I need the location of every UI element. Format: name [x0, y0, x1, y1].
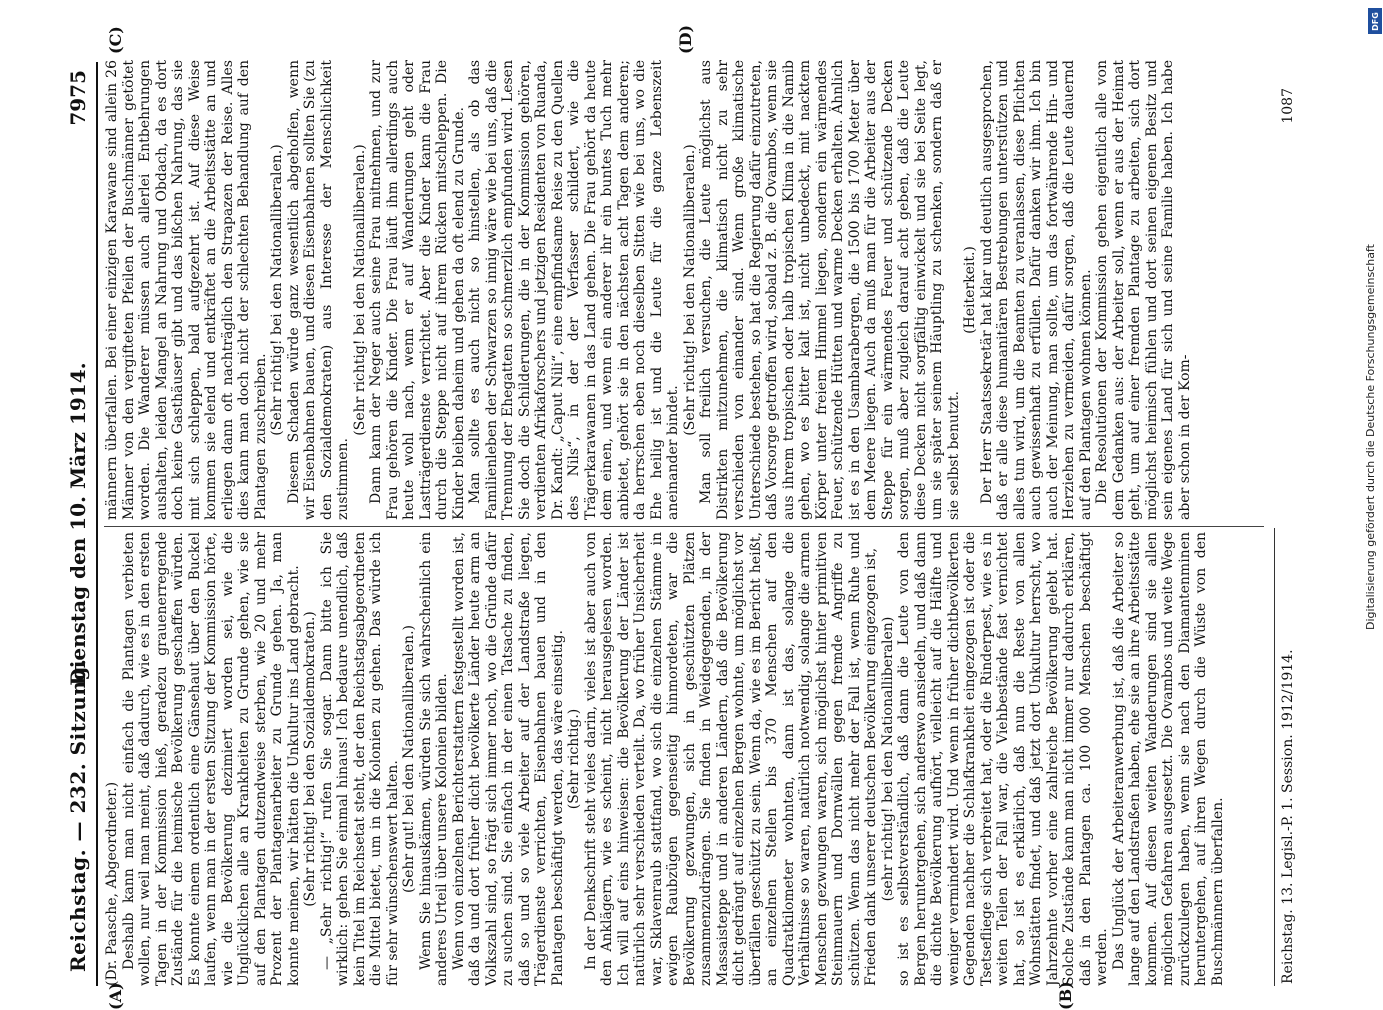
interjection: (Sehr richtig! bei den Nationalliberalen.)	[269, 144, 285, 436]
left-text-column	[104, 532, 1264, 986]
paragraph: Der Herr Staatssekretär hat klar und deutlich ausgesprochen, daß er alle diese humanitären Bestrebungen unterstützen und alles tun wird, um die Beamten zu veranlassen, diese Pflichten auch gewissenhaft zu erfüllen. Dafür danken wir ihm. Ich bin auch der Meinung, man sollte, um das fortwährende Hin- und Herziehen zu vermeiden, dafür sorgen, daß die Leute dauernd auf den Plantagen wohnen können.	[978, 60, 1094, 520]
header-date: Dienstag den 10. März 1914.	[66, 362, 90, 686]
digitization-note: Digitalisierung gefördert durch die Deutsche Forschungsgemeinschaft	[1364, 244, 1377, 630]
header-rule	[96, 62, 98, 986]
dfg-logo-text: DFG	[1370, 11, 1380, 31]
paragraph: Das Unglück der Arbeiteranwerbung ist, daß die Arbeiter so lange auf den Landstraßen haben, ehe sie an ihre Arbeitsstätte kommen. Auf diesen weiten Wanderungen sind sie allen möglichen Gefahren ausgesetzt. Die Ovambos und weite Wege zurückzulegen haben, wenn sie nach den Diamantenminen heruntergehen, auf ihren Wegen durch die Wüste von den Buschmännern überfallen.	[1110, 532, 1226, 986]
header-left: Reichstag. — 232. Sitzung.	[66, 658, 90, 972]
margin-marker-b: (B)	[1056, 981, 1075, 1010]
page-number: 7975	[66, 70, 90, 126]
paragraph: Man soll freilich versuchen, die Leute möglichst aus Distrikten mitzunehmen, die klimatisch nicht zu sehr verschieden von einander sind. Wenn große klimatische Unterschiede bestehen, so hat die Regierung dafür einzutreten, daß Vorsorge getroffen wird, sobald z. B. die Ovambos, wenn sie aus ihrem tropischen oder halb tropischen Klima in die Namib gehen, wo es bitter kalt ist, nicht unbedeckt, mit nacktem Körper unter freiem Himmel liegen, sondern ein wärmendes Feuer, schützende Hütten und warme Decken erhalten. Ähnlich ist es in den Usambarabergen, die 1500 bis 1700 Meter über dem Meere liegen. Auch da muß man für die Arbeiter aus der Steppe für ein wärmendes Feuer und schützende Decken sorgen, muß aber zugleich darauf acht geben, daß die Leute diese Decken nicht sorgfältig einwickelt und sie bei Seite legt, um sie später seinem Häuptling zu schenken, sondern daß er sie selbst benutzt.	[698, 60, 962, 520]
interjection: (Sehr richtig! bei den Nationalliberalen.)	[351, 144, 368, 436]
footer-sheet-number: 1087	[1280, 88, 1296, 124]
paragraph: Diesem Schaden würde ganz wesentlich abgeholfen, wenn wir Eisenbahnen bauen, und diesen Eisenbahnen sollten Sie (zu den Sozialdemokraten) aus Interesse der Menschlichkeit zustimmen.	[285, 60, 351, 520]
margin-marker-d: (D)	[676, 24, 695, 54]
margin-marker-a: (A)	[106, 982, 125, 1010]
page-header	[56, 48, 96, 1000]
footer-session-info: Reichstag. 13. Legisl.-P. 1. Session. 1912/1914.	[1280, 649, 1296, 984]
footer-rule	[1274, 528, 1275, 986]
right-text-column	[104, 60, 1264, 520]
paragraph: Die Resolutionen der Kommission gehen eigentlich alle von dem Gedanken aus: der Arbeiter soll, wenn er aus der Heimat geht, um auf einer fremden Plantage zu arbeiten, sich dort möglichst heimisch fühlen und dort seinen eigenen Besitz und sein eigenes Land für sich und seine Familie haben. Ich habe aber schon in der Kom-	[1094, 60, 1193, 520]
paragraph: männern überfallen. Bei einer einzigen Karawane sind allein 26 Männer von den vergifteten Pfeilen der Buschmänner getötet worden. Die Wanderer müssen auch allerlei Entbehrungen aushalten, leiden Mangel an Nahrung und Obdach, da es dort doch keine Gasthäuser gibt und das bißchen Nahrung, das sie mit sich schleppen, bald aufgezehrt ist. Auf diese Weise kommen sie elend und entkräftet an die Arbeitsstätte an und erliegen dann oft nachträglich den Strapazen der Reise. Alles dies kann man doch nicht der schlechten Behandlung auf den Plantagen zuschreiben.	[104, 60, 269, 520]
newspaper-page	[56, 24, 1356, 1010]
interjection: (sehr richtig! bei den Nationalliberalen)	[879, 616, 896, 902]
interjection: (Sehr richtig! bei den Nationalliberalen.)	[681, 144, 698, 436]
dfg-logo	[1368, 8, 1382, 34]
paragraph: — „Sehr richtig!“ rufen Sie sogar. Dann bitte ich Sie wirklich: gehen Sie einmal hinaus! Ich bedaure unendlich, daß kein Titel im Reichsetat steht, der den Reichstagsabgeordneten die Mittel bietet, um in die Kolonien zu gehen. Das würde ich für sehr wünschenswert halten.	[318, 532, 401, 986]
margin-marker-c: (C)	[106, 26, 125, 54]
interjection: (Sehr richtig.)	[566, 708, 582, 810]
paragraph: Wenn Sie hinauskämen, würden Sie sich wahrscheinlich ein anderes Urteil über unsere Kolonien bilden.	[417, 532, 450, 986]
paragraph: Dann kann der Neger auch seine Frau mitnehmen, und zur Frau gehören die Kinder. Die Frau läuft ihm allerdings auch heute wohl nach, wenn er auf Wanderungen geht oder Lastträgerdienste verrichtet. Aber die Kinder kann die Frau durch die Steppe nicht auf ihrem Rücken mitschleppen. Die Kinder bleiben daheim und gehen da oft elend zu Grunde.	[368, 60, 467, 520]
interjection: (Sehr gut! bei den Nationalliberalen.)	[401, 625, 417, 893]
paragraph: (Dr. Paasche, Abgeordneter.)	[104, 781, 120, 986]
paragraph: Wenn von einzelnen Berichterstattern festgestellt worden ist, daß da und dort früher dicht bevölkerte Länder heute arm an Volkszahl sind, so frägt sich immer noch, wo die Gründe dafür zu suchen sind. Sie einfach in der einen Tatsache zu finden, daß so und so viele Arbeiter auf der Landstraße liegen, Trägerdienste verrichten, Eisenbahnen bauen und in den Plantagen beschäftigt werden, das wäre einseitig.	[450, 532, 566, 986]
interjection: (Sehr richtig! bei den Sozialdemokraten.)	[302, 611, 318, 907]
paragraph: Deshalb kann man nicht einfach die Plantagen verbieten wollen, nur weil man meint, daß dadurch, wie es in den ersten Tagen in der Kommission hieß, geradezu grauenerregende Zustände für die heimische Bevölkerung geschaffen würden. Es konnte einem ordentlich eine Gänsehaut über den Buckel laufen, wenn man in der ersten Sitzung der Kommission hörte, wie die Bevölkerung dezimiert worden sei, wie die Unglücklichen alle an Krankheiten zu Grunde gehen, wie sie auf den Plantagen dutzendweise sterben, wie 20 und mehr Prozent der Plantagenarbeiter zu Grunde gehen. Ja, man konnte meinen, wir hätten die Unkultur ins Land gebracht.	[120, 532, 302, 986]
paragraph: so ist es selbstverständlich, daß dann die Leute von den Bergen heruntergehen, sich anderswo ansiedeln, und daß dann die dichte Bevölkerung aufhört, vielleicht auf die Hälfte und weniger vermindert wird. Und wenn in früher dichtbevölkerten Gegenden nachher die Schlafkrankheit eingezogen ist oder die Tsetsefliege sich verbreitet hat, oder die Rinderpest, wie es in weiten Teilen der Fall war, die Viehbestände fast vernichtet hat, so ist es erklärlich, daß nun die Reste von allen Wohnstätten findet, und daß jetzt dort Unkultur herrscht, wo Jahrzehnte vorher eine zahlreiche Bevölkerung gelebt hat. Solche Zustände kann man nicht immer nur dadurch erklären, daß in den Plantagen ca. 100 000 Menschen beschäftigt werden.	[896, 532, 1110, 986]
column-divider	[104, 526, 1264, 527]
interjection: (Heiterkeit.)	[962, 246, 978, 334]
paragraph: Man sollte es auch nicht so hinstellen, als ob das Familienleben der Schwarzen so innig wäre wie bei uns, daß die Trennung der Ehegatten so schmerzlich empfunden wird. Lesen Sie doch die Schilderungen, die in der Kommission gehören, verdienten Afrikaforschers und jetzigen Residenten von Ruanda, Dr. Kandt: „Caput Nili“, eine empfindsame Reise zu den Quellen des Nils“, in der der Verfasser schildert, wie die Trägerkarawanen in das Land gehen. Die Frau gehört da heute dem einen, und wenn ein anderer ihr ein buntes Tuch mehr anbietet, gehört sie in den nächsten acht Tagen dem anderen; da herrschen eben noch dieselben Sitten wie bei uns, wo die Ehe heilig ist und die Leute für die ganze Lebenszeit aneinander bindet.	[467, 60, 681, 520]
paragraph: In der Denkschrift steht vieles darin, vieles ist aber auch von den Anklägern, wie es scheint, nicht herausgelesen worden. Ich will auf eins hinweisen: die Bevölkerung der Länder ist natürlich sehr verschieden verteilt. Da, wo früher Unsicherheit war, Sklavenraub stattfand, wo sich die einzelnen Stämme in ewigen Raubzügen gegenseitig hinmordeten, war die Bevölkerung gezwungen, sich in geschützten Plätzen zusammenzudrängen. Sie finden in Weidegegenden, in der Massaisteppe und in anderen Ländern, daß die Bevölkerung dicht gedrängt auf einzelnen Bergen wohnte, um möglichst vor überfällen geschützt zu sein. Wenn da, wie es im Bericht heißt, an einzelnen Stellen bis 370 Menschen auf den Quadratkilometer wohnten, dann ist das, solange die Verhältnisse so waren, natürlich notwendig, solange die armen Menschen gezwungen waren, sich möglichst hinter primitiven Steinmauern und Dornwällen gegen fremde Angriffe zu schützen. Wenn das nicht mehr der Fall ist, wenn Ruhe und Frieden dank unserer deutschen Bevölkerung eingezogen ist,	[582, 532, 879, 986]
